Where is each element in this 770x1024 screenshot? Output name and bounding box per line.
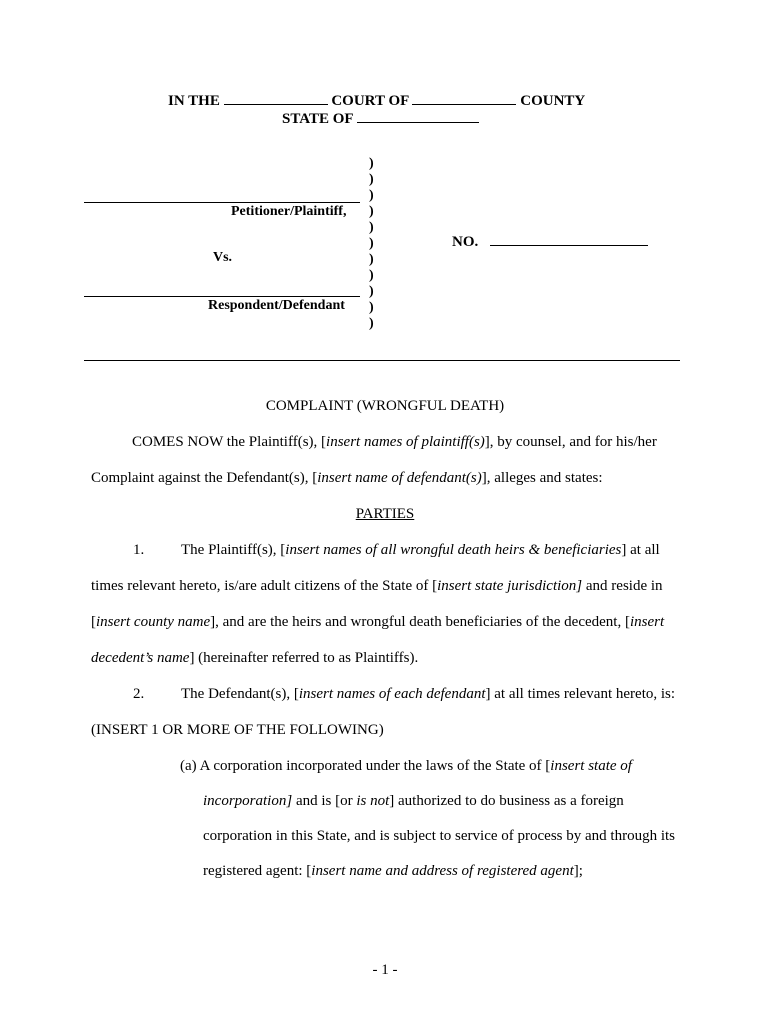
document-title: COMPLAINT (WRONGFUL DEATH)	[265, 398, 505, 414]
paragraph-2-line-2: (INSERT 1 OR MORE OF THE FOLLOWING)	[91, 722, 384, 738]
county-label: COUNTY	[520, 93, 586, 109]
paragraph-1-number: 1.	[133, 542, 145, 558]
court-blank	[224, 92, 328, 105]
intro-line-1: COMES NOW the Plaintiff(s), [insert names of plaintiff(s)], by counsel, and for his/her	[132, 434, 657, 450]
page-number: - 1 -	[372, 962, 398, 978]
petitioner-signature-line	[84, 202, 360, 203]
case-number-blank	[490, 233, 648, 246]
sub-a-line-3: corporation in this State, and is subject to service of process by and through its	[203, 828, 675, 844]
caption-parentheses: ) ) ) ) ) ) ) ) ) ) )	[369, 156, 374, 331]
paragraph-1-line-2: times relevant hereto, is/are adult citizens of the State of [insert state jurisdiction] and reside in	[91, 578, 663, 594]
case-number-label: NO.	[452, 234, 479, 250]
court-of-label: COURT OF	[331, 93, 409, 109]
parties-heading: PARTIES	[355, 506, 415, 522]
respondent-signature-line	[84, 296, 360, 297]
respondent-label: Respondent/Defendant	[208, 298, 345, 313]
sub-a-line-1: (a) A corporation incorporated under the laws of the State of [insert state of	[180, 758, 632, 774]
sub-a-line-2: incorporation] and is [or is not] authorized to do business as a foreign	[203, 793, 624, 809]
paragraph-2-line-1: The Defendant(s), [insert names of each defendant] at all times relevant hereto, is:	[181, 686, 676, 702]
vs-label: Vs.	[213, 250, 233, 265]
paragraph-1-line-3: [insert county name], and are the heirs and wrongful death beneficiaries of the decedent, [insert	[91, 614, 665, 630]
state-blank	[357, 110, 479, 123]
in-the-label: IN THE	[168, 93, 220, 109]
petitioner-label: Petitioner/Plaintiff,	[231, 204, 347, 219]
sub-a-line-4: registered agent: [insert name and address of registered agent];	[203, 863, 583, 879]
paragraph-1-line-4: decedent’s name] (hereinafter referred to as Plaintiffs).	[91, 650, 419, 666]
case-number	[452, 233, 648, 251]
caption-state-line	[282, 110, 479, 128]
paragraph-1-line-1: The Plaintiff(s), [insert names of all wrongful death heirs & beneficiaries] at all	[181, 542, 660, 558]
county-blank	[412, 92, 516, 105]
state-of-label: STATE OF	[282, 111, 353, 127]
caption-court-line	[168, 92, 585, 110]
caption-divider	[84, 360, 680, 361]
intro-line-2: Complaint against the Defendant(s), [insert name of defendant(s)], alleges and states:	[91, 470, 603, 486]
paragraph-2-number: 2.	[133, 686, 145, 702]
